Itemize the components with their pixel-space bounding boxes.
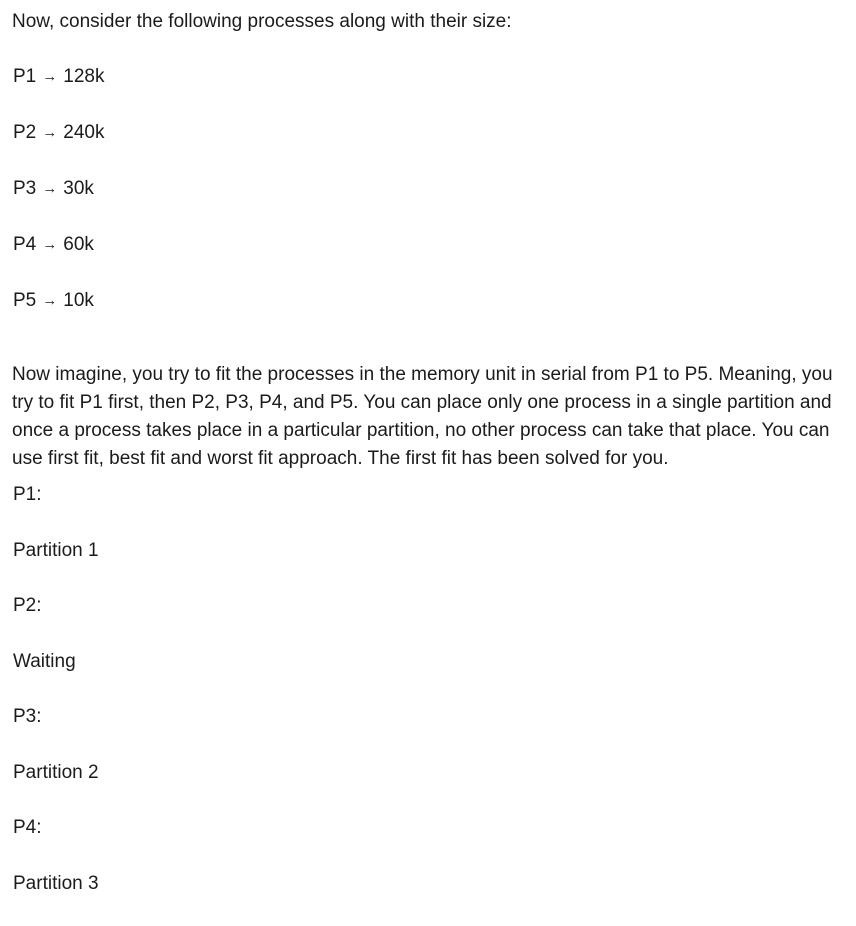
answer-p2 (13, 593, 99, 704)
process-name: P2 (13, 122, 37, 143)
process-item-p4 (13, 232, 104, 288)
answer-value: Partition 3 (13, 873, 99, 894)
arrow-icon: → (42, 180, 58, 197)
answer-value: Partition 2 (13, 762, 99, 783)
answer-value: Waiting (13, 651, 76, 672)
process-size: 240k (63, 122, 105, 143)
answer-p3 (13, 704, 99, 815)
process-size: 30k (63, 178, 94, 199)
first-fit-answers (13, 482, 99, 926)
arrow-icon: → (42, 124, 58, 141)
process-name: P5 (13, 290, 37, 311)
answer-label: P1: (13, 484, 42, 505)
arrow-icon: → (42, 68, 58, 85)
process-item-p2 (13, 120, 104, 176)
answer-label: P3: (13, 706, 42, 727)
process-name: P4 (13, 234, 37, 255)
intro-text: Now, consider the following processes along with their size: (12, 11, 512, 32)
instructions-paragraph: Now imagine, you try to fit the processes in the memory unit in serial from P1 to P5. Meaning, you try to fit P1 first, then P2, P3, P4, and P5. You can place only one process in a single partition and once a process takes place in a particular partition, no other process can take that place. You can use first fit, best fit and worst fit approach. The first fit has been solved for you. (12, 364, 833, 469)
answer-p1 (13, 482, 99, 593)
process-size: 60k (63, 234, 94, 255)
answer-p4 (13, 815, 99, 926)
process-size: 10k (63, 290, 94, 311)
process-item-p3 (13, 176, 104, 232)
arrow-icon: → (42, 292, 58, 309)
process-name: P1 (13, 66, 37, 87)
answer-value: Partition 1 (13, 540, 99, 561)
process-item-p1 (13, 64, 104, 120)
process-list (13, 64, 104, 344)
process-item-p5 (13, 288, 104, 344)
answer-label: P2: (13, 595, 42, 616)
process-size: 128k (63, 66, 105, 87)
answer-label: P4: (13, 817, 42, 838)
arrow-icon: → (42, 236, 58, 253)
process-name: P3 (13, 178, 37, 199)
